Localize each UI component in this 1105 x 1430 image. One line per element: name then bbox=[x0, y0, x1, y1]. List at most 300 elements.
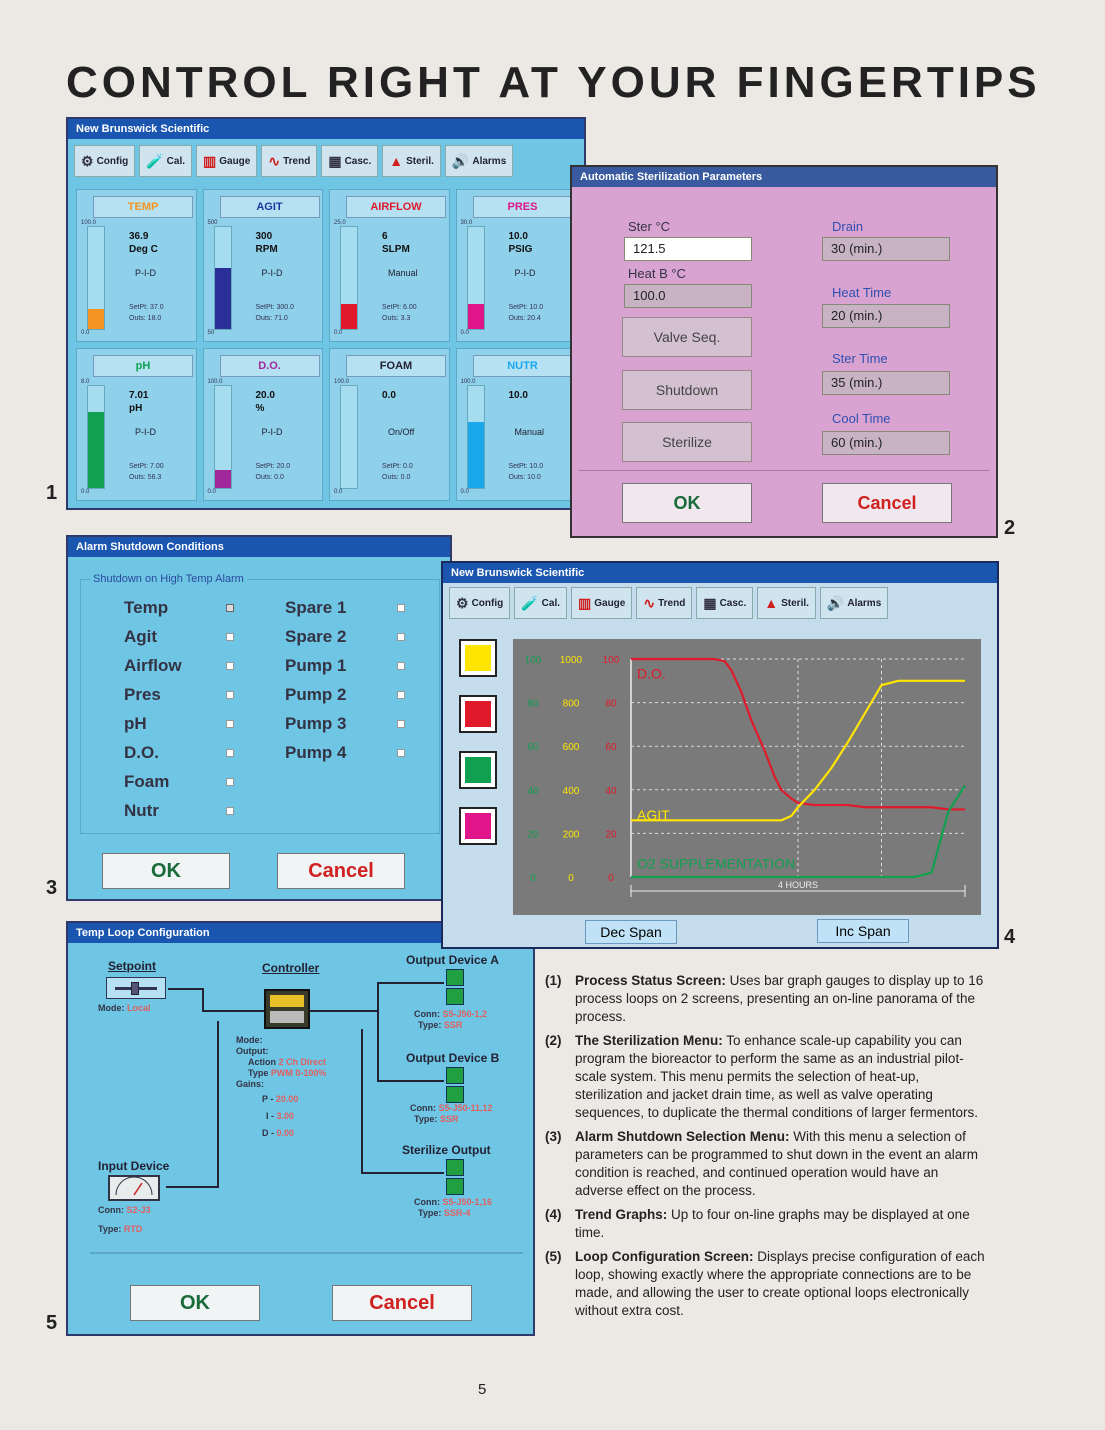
ctrl-gains-label: Gains: bbox=[236, 1079, 265, 1089]
ster-time-field[interactable]: 35 (min.) bbox=[822, 371, 950, 395]
gauge-name: TEMP bbox=[93, 196, 193, 218]
gauge-value: 36.9 bbox=[129, 231, 149, 242]
caption-item bbox=[545, 972, 985, 1026]
alarm-item bbox=[285, 593, 405, 622]
flask-icon: 🧪 bbox=[521, 594, 539, 611]
gauge-setpoint: SetPt: 10.0 bbox=[508, 304, 544, 311]
out-b-conn: S5-J50-11,12 bbox=[438, 1103, 493, 1113]
tick-label: 60 bbox=[527, 742, 539, 754]
type-label: Type: bbox=[414, 1114, 438, 1124]
alarm-checkbox[interactable] bbox=[226, 807, 234, 815]
setpoint-label: Setpoint bbox=[108, 959, 156, 973]
tick-label: 200 bbox=[562, 829, 580, 841]
alarm-checkbox[interactable] bbox=[397, 720, 405, 728]
gauge-setpoint: SetPt: 300.0 bbox=[255, 304, 295, 311]
trend-chart bbox=[513, 639, 981, 915]
gauge-mode: P-I-D bbox=[261, 268, 283, 278]
sterilize-button[interactable]: Sterilize bbox=[622, 422, 752, 462]
output-b-label: Output Device B bbox=[406, 1051, 500, 1065]
alarm-item-label: Foam bbox=[124, 771, 170, 791]
alarm-list-left bbox=[124, 593, 234, 825]
toolbar-label: Alarms bbox=[472, 155, 507, 167]
gauge-setpoint: SetPt: 20.0 bbox=[255, 463, 291, 470]
toolbar-label: Gauge bbox=[594, 597, 626, 609]
sterilization-parameters-screen bbox=[570, 165, 998, 538]
toolbar-trend-button[interactable] bbox=[261, 145, 317, 177]
page-title: CONTROL RIGHT AT YOUR FINGERTIPS bbox=[66, 58, 1041, 107]
gauge-grid bbox=[68, 183, 584, 507]
gauge-mode: P-I-D bbox=[135, 427, 156, 437]
caption-heading: Loop Configuration Screen: bbox=[575, 1249, 754, 1264]
window-title: New Brunswick Scientific bbox=[443, 563, 997, 583]
ctrl-output-label: Output: bbox=[236, 1046, 269, 1056]
gauge-output: Outs: 10.0 bbox=[508, 474, 541, 481]
speaker-icon: 🔊 bbox=[451, 152, 470, 169]
alarm-item-label: Temp bbox=[124, 597, 169, 617]
caption-heading: The Sterilization Menu: bbox=[575, 1033, 723, 1048]
caption-body: With this menu a selection of parameters can be programmed to shut down in the event an alarm condition is reached, and continued operation would have an adverse effect on the process. bbox=[575, 1129, 978, 1198]
alarm-item-label: Pump 3 bbox=[285, 713, 347, 733]
gauge-unit: PSIG bbox=[508, 244, 533, 255]
gauge-max: 25.0 bbox=[334, 220, 346, 226]
gauge-setpoint: SetPt: 10.0 bbox=[508, 463, 544, 470]
toolbar-label: Cal. bbox=[541, 597, 560, 609]
out-a-type: SSR bbox=[443, 1020, 463, 1030]
p-label: P - bbox=[262, 1094, 274, 1104]
ster-type: SSR-4 bbox=[443, 1208, 471, 1218]
gauge-name: D.O. bbox=[220, 355, 320, 377]
gauge-min: 0.0 bbox=[460, 330, 469, 336]
ster-temp-label: Ster °C bbox=[628, 219, 671, 234]
gauge-output: Outs: 18.0 bbox=[129, 315, 162, 322]
gauge-bar bbox=[214, 226, 232, 330]
ster-time-label: Ster Time bbox=[832, 351, 888, 366]
tick-label: 100 bbox=[602, 655, 620, 666]
ctrl-type-value: PWM 0-100% bbox=[270, 1068, 327, 1078]
gauge-output: Outs: 0.0 bbox=[255, 474, 284, 481]
toolbar-label: Config bbox=[471, 597, 504, 609]
window-title: New Brunswick Scientific bbox=[68, 119, 584, 139]
slider-thumb-icon[interactable] bbox=[131, 982, 139, 995]
tick-label: 80 bbox=[527, 698, 539, 710]
gauge-max: 100.0 bbox=[334, 379, 350, 385]
gauge-unit: Deg C bbox=[129, 244, 158, 255]
caption-item bbox=[545, 1032, 985, 1122]
meter-icon[interactable] bbox=[108, 1175, 160, 1201]
process-status-screen bbox=[66, 117, 586, 510]
ster-temp-field[interactable]: 121.5 bbox=[624, 237, 752, 261]
toolbar-label: Steril. bbox=[406, 155, 434, 167]
conn-label: Conn: bbox=[414, 1009, 440, 1019]
tick-label: 400 bbox=[562, 785, 580, 797]
caption-item bbox=[545, 1248, 985, 1320]
gauge-bar bbox=[87, 226, 105, 330]
gauge-mode: P-I-D bbox=[261, 427, 283, 437]
cancel-button[interactable]: Cancel bbox=[277, 853, 405, 889]
trend-color-swatch[interactable] bbox=[459, 807, 497, 845]
series-label: O2 SUPPLEMENTATION bbox=[637, 855, 796, 872]
ctrl-action-value: 2 Ch Direct bbox=[278, 1057, 327, 1067]
alarm-item bbox=[285, 651, 405, 680]
shutdown-button[interactable]: Shutdown bbox=[622, 370, 752, 410]
gauge-max: 100.0 bbox=[207, 379, 223, 385]
gauge-value: 20.0 bbox=[255, 390, 275, 401]
toolbar-gauge-button[interactable] bbox=[571, 587, 632, 619]
page-number: 5 bbox=[478, 1381, 487, 1398]
alarm-checkbox[interactable] bbox=[226, 633, 234, 641]
trend-plot bbox=[513, 639, 981, 915]
caption-body: Up to four on-line graphs may be displayed at one time. bbox=[575, 1207, 970, 1240]
alarm-item bbox=[285, 680, 405, 709]
caption-list bbox=[545, 972, 985, 1326]
gauge-min: 0.0 bbox=[460, 489, 469, 495]
config-icon: ⚙ bbox=[81, 152, 94, 169]
alarm-shutdown-screen bbox=[66, 535, 452, 901]
gauge-mode: P-I-D bbox=[514, 268, 536, 278]
alarm-checkbox[interactable] bbox=[397, 691, 405, 699]
toolbar-casc-button[interactable] bbox=[321, 145, 378, 177]
gauge-value: 6 bbox=[382, 231, 388, 242]
gauge-max: 100.0 bbox=[81, 220, 97, 226]
tick-label: 600 bbox=[562, 742, 580, 754]
tick-label: 0 bbox=[568, 873, 574, 884]
gauge-value: 0.0 bbox=[382, 390, 396, 401]
type-label: Type: bbox=[418, 1208, 442, 1218]
toolbar-cal-button[interactable] bbox=[139, 145, 192, 177]
gauge-value: 10.0 bbox=[508, 231, 528, 242]
alarm-item-label: Pump 4 bbox=[285, 742, 347, 762]
toolbar bbox=[68, 139, 584, 183]
alarm-item-label: Agit bbox=[124, 626, 158, 646]
gauge-name: pH bbox=[93, 355, 193, 377]
gauge-bar bbox=[467, 385, 485, 489]
type-label: Type: bbox=[98, 1224, 122, 1234]
gauge-output: Outs: 20.4 bbox=[508, 315, 541, 322]
toolbar-label: Alarms bbox=[847, 597, 882, 609]
gauge-name: FOAM bbox=[346, 355, 446, 377]
caption-number: (5) bbox=[545, 1249, 562, 1264]
gauge-setpoint: SetPt: 7.00 bbox=[129, 463, 164, 470]
gauge-card[interactable] bbox=[76, 189, 197, 342]
toolbar-label: Casc. bbox=[719, 597, 747, 609]
toolbar-gauge-button[interactable] bbox=[196, 145, 257, 177]
toolbar-cal-button[interactable] bbox=[514, 587, 567, 619]
toolbar-alarms-button[interactable] bbox=[445, 145, 513, 177]
toolbar-label: Config bbox=[96, 155, 129, 167]
alarm-checkbox[interactable] bbox=[397, 662, 405, 670]
gauge-output: Outs: 0.0 bbox=[382, 474, 411, 481]
alarm-checkbox[interactable] bbox=[397, 749, 405, 757]
gauge-bar bbox=[340, 385, 358, 489]
gauge-bar bbox=[214, 385, 232, 489]
p-value: 20.00 bbox=[275, 1094, 299, 1104]
gauge-card[interactable] bbox=[456, 189, 577, 342]
alarm-item-label: Spare 2 bbox=[285, 626, 347, 646]
ster-conn: S5-J50-1,16 bbox=[442, 1197, 493, 1207]
conn-label: Conn: bbox=[414, 1197, 440, 1207]
alarm-item-label: Pump 1 bbox=[285, 655, 347, 675]
alarm-checkbox[interactable] bbox=[397, 604, 405, 612]
gauge-card[interactable] bbox=[329, 189, 450, 342]
ok-button[interactable]: OK bbox=[130, 1285, 260, 1321]
type-label: Type: bbox=[418, 1020, 442, 1030]
gauge-max: 500 bbox=[207, 220, 218, 226]
caption-heading: Alarm Shutdown Selection Menu: bbox=[575, 1129, 790, 1144]
cascade-icon: ▦ bbox=[328, 152, 342, 169]
toolbar-label: Steril. bbox=[781, 597, 809, 609]
alarm-item-label: pH bbox=[124, 713, 147, 733]
gauge-name: AIRFLOW bbox=[346, 196, 446, 218]
tick-label: 0 bbox=[608, 873, 614, 884]
caption-body: To enhance scale-up capability you can program the bioreactor to perform the same as an industrial pilot-scale system. This menu permits the selection of heat-up, sterilization and jacket drain time, as well as valve operating sequences, to duplicate the thermal conditions of larger fermentors. bbox=[575, 1033, 978, 1120]
cool-time-field[interactable]: 60 (min.) bbox=[822, 431, 950, 455]
trend-icon: ∿ bbox=[268, 152, 281, 169]
alarm-item bbox=[124, 738, 234, 767]
alarm-item-label: D.O. bbox=[124, 742, 159, 762]
alarm-list-right bbox=[285, 593, 405, 767]
caption-number: (3) bbox=[545, 1129, 562, 1144]
gauge-value: 7.01 bbox=[129, 390, 149, 401]
caption-item bbox=[545, 1206, 985, 1242]
alarm-item bbox=[124, 680, 234, 709]
series-label: D.O. bbox=[637, 665, 666, 682]
controller-icon[interactable] bbox=[264, 989, 310, 1029]
speaker-icon: 🔊 bbox=[826, 594, 845, 611]
cancel-button[interactable]: Cancel bbox=[822, 483, 952, 523]
x-axis-label: 4 HOURS bbox=[777, 880, 819, 890]
caption-number: (4) bbox=[545, 1207, 562, 1222]
trend-color-swatch[interactable] bbox=[459, 695, 497, 733]
gauge-unit: RPM bbox=[255, 244, 278, 255]
sterilize-output-label: Sterilize Output bbox=[402, 1143, 491, 1157]
heat-time-field[interactable]: 20 (min.) bbox=[822, 304, 950, 328]
gauge-card[interactable] bbox=[76, 348, 197, 501]
gauge-setpoint: SetPt: 37.0 bbox=[129, 304, 164, 311]
drain-label: Drain bbox=[832, 219, 864, 234]
output-a-icon[interactable] bbox=[446, 969, 464, 1007]
caption-heading: Trend Graphs: bbox=[575, 1207, 668, 1222]
gauge-mode: P-I-D bbox=[135, 268, 156, 278]
caption-body: Displays precise configuration of each loop, showing exactly where the appropriate connections are to be made, and allowing the user to create optional loops electronically without extra cost. bbox=[575, 1249, 985, 1318]
gauge-mode: On/Off bbox=[388, 427, 415, 437]
toolbar-config-button[interactable] bbox=[449, 587, 510, 619]
toolbar-label: Trend bbox=[658, 597, 686, 609]
drain-field[interactable]: 30 (min.) bbox=[822, 237, 950, 261]
dec-span-button[interactable]: Dec Span bbox=[585, 920, 677, 944]
controller-label: Controller bbox=[262, 961, 320, 975]
gauge-min: 0.0 bbox=[81, 330, 90, 336]
figure-label-1: 1 bbox=[46, 482, 58, 504]
output-a-label: Output Device A bbox=[406, 953, 499, 967]
heat-temp-field[interactable]: 100.0 bbox=[624, 284, 752, 308]
d-value: 0.00 bbox=[276, 1128, 295, 1138]
trend-color-swatch[interactable] bbox=[459, 751, 497, 789]
gauge-min: 0.0 bbox=[207, 489, 216, 495]
gauge-max: 30.0 bbox=[460, 220, 473, 226]
alarm-checkbox[interactable] bbox=[226, 778, 234, 786]
tick-label: 1000 bbox=[559, 655, 583, 666]
cool-time-label: Cool Time bbox=[832, 411, 891, 426]
tick-label: 40 bbox=[605, 785, 617, 797]
alarm-item bbox=[285, 622, 405, 651]
figure-label-4: 4 bbox=[1004, 926, 1016, 948]
alarm-item-label: Airflow bbox=[124, 655, 182, 675]
mode-value: Local bbox=[127, 1003, 151, 1013]
cancel-button[interactable]: Cancel bbox=[332, 1285, 472, 1321]
alarm-checkbox[interactable] bbox=[226, 749, 234, 757]
valve-seq-button[interactable]: Valve Seq. bbox=[622, 317, 752, 357]
gauge-bar bbox=[87, 385, 105, 489]
alarm-item-label: Spare 1 bbox=[285, 597, 347, 617]
alarm-checkbox[interactable] bbox=[226, 662, 234, 670]
in-type: RTD bbox=[123, 1224, 143, 1234]
tick-label: 20 bbox=[527, 829, 539, 841]
alarm-item-label: Pump 2 bbox=[285, 684, 347, 704]
gauge-bar bbox=[340, 226, 358, 330]
gauge-unit: SLPM bbox=[382, 244, 410, 255]
tick-label: 800 bbox=[562, 698, 580, 710]
gauge-bar bbox=[467, 226, 485, 330]
gauge-setpoint: SetPt: 0.0 bbox=[382, 463, 413, 470]
alarm-item bbox=[285, 709, 405, 738]
sterilize-icon: ▲ bbox=[389, 153, 404, 169]
alarm-checkbox[interactable] bbox=[226, 720, 234, 728]
ctrl-action-label: Action bbox=[248, 1057, 276, 1067]
tick-label: 100 bbox=[524, 655, 542, 666]
tick-label: 40 bbox=[527, 785, 539, 797]
out-a-conn: S5-J50-1,2 bbox=[442, 1009, 488, 1019]
caption-item bbox=[545, 1128, 985, 1200]
gauge-name: NUTR bbox=[473, 355, 573, 377]
alarm-item-label: Nutr bbox=[124, 800, 159, 820]
series-label: AGIT bbox=[637, 806, 670, 823]
alarm-item bbox=[285, 738, 405, 767]
heat-temp-label: Heat B °C bbox=[628, 266, 686, 281]
conn-label: Conn: bbox=[410, 1103, 436, 1113]
trend-color-swatch[interactable] bbox=[459, 639, 497, 677]
conn-label: Conn: bbox=[98, 1205, 124, 1215]
gauge-min: 0.0 bbox=[334, 330, 343, 336]
ctrl-type-label: Type bbox=[248, 1068, 269, 1078]
sterilize-icon: ▲ bbox=[764, 595, 779, 611]
bar-gauge-icon: ▥ bbox=[578, 594, 592, 611]
gauge-output: Outs: 56.3 bbox=[129, 474, 162, 481]
window-title: Alarm Shutdown Conditions bbox=[68, 537, 450, 557]
gauge-output: Outs: 71.0 bbox=[255, 315, 288, 322]
loop-config-screen bbox=[66, 921, 535, 1336]
alarm-item bbox=[124, 651, 234, 680]
gauge-value: 10.0 bbox=[508, 390, 528, 401]
toolbar-label: Trend bbox=[283, 155, 311, 167]
caption-number: (2) bbox=[545, 1033, 562, 1048]
tick-label: 20 bbox=[605, 829, 617, 841]
trend-swatches bbox=[459, 639, 497, 863]
gauge-output: Outs: 3.3 bbox=[382, 315, 411, 322]
group-label: Shutdown on High Temp Alarm bbox=[90, 573, 247, 585]
toolbar-label: Cal. bbox=[166, 155, 185, 167]
flask-icon: 🧪 bbox=[146, 152, 164, 169]
gauge-name: PRES bbox=[473, 196, 573, 218]
sterilize-output-icon[interactable] bbox=[446, 1159, 464, 1197]
alarm-item bbox=[124, 593, 234, 622]
tick-label: 60 bbox=[605, 742, 617, 754]
bar-gauge-icon: ▥ bbox=[203, 152, 217, 169]
gauge-unit: % bbox=[255, 403, 265, 414]
toolbar-steril-button[interactable] bbox=[757, 587, 816, 619]
alarm-item-label: Pres bbox=[124, 684, 161, 704]
figure-label-5: 5 bbox=[46, 1312, 58, 1334]
gauge-min: 0.0 bbox=[334, 489, 343, 495]
heat-time-label: Heat Time bbox=[832, 285, 892, 300]
toolbar-casc-button[interactable] bbox=[696, 587, 753, 619]
alarm-item bbox=[124, 709, 234, 738]
gauge-card[interactable] bbox=[329, 348, 450, 501]
toolbar bbox=[443, 583, 997, 623]
gauge-card[interactable] bbox=[456, 348, 577, 501]
config-icon: ⚙ bbox=[456, 594, 469, 611]
i-value: 3.00 bbox=[276, 1111, 295, 1121]
tick-label: 80 bbox=[605, 698, 617, 710]
alarm-checkbox[interactable] bbox=[397, 633, 405, 641]
gauge-min: 50 bbox=[207, 330, 215, 336]
alarm-item bbox=[124, 796, 234, 825]
input-device-label: Input Device bbox=[98, 1159, 170, 1173]
gauge-card[interactable] bbox=[203, 348, 324, 501]
toolbar-alarms-button[interactable] bbox=[820, 587, 888, 619]
alarm-item bbox=[124, 622, 234, 651]
gauge-min: 0.0 bbox=[81, 489, 90, 495]
figure-label-2: 2 bbox=[1004, 517, 1016, 539]
i-label: I - bbox=[266, 1111, 274, 1121]
toolbar-config-button[interactable] bbox=[74, 145, 135, 177]
ok-button[interactable]: OK bbox=[622, 483, 752, 523]
toolbar-trend-button[interactable] bbox=[636, 587, 692, 619]
caption-body: Uses bar graph gauges to display up to 16 process loops on 2 screens, presenting an on-line panorama of the process. bbox=[575, 973, 984, 1024]
gauge-setpoint: SetPt: 6.00 bbox=[382, 304, 417, 311]
figure-label-3: 3 bbox=[46, 877, 58, 899]
in-conn: S2-J3 bbox=[126, 1205, 151, 1215]
caption-number: (1) bbox=[545, 973, 562, 988]
setpoint-slider[interactable] bbox=[106, 977, 166, 999]
alarm-item bbox=[124, 767, 234, 796]
gauge-max: 8.0 bbox=[81, 379, 90, 385]
d-label: D - bbox=[262, 1128, 274, 1138]
inc-span-button[interactable]: Inc Span bbox=[817, 919, 909, 943]
gauge-card[interactable] bbox=[203, 189, 324, 342]
alarm-checkbox[interactable] bbox=[226, 691, 234, 699]
gauge-name: AGIT bbox=[220, 196, 320, 218]
trend-icon: ∿ bbox=[643, 594, 656, 611]
trend-graph-screen bbox=[441, 561, 999, 949]
cascade-icon: ▦ bbox=[703, 594, 717, 611]
gauge-value: 300 bbox=[255, 231, 273, 242]
window-title: Automatic Sterilization Parameters bbox=[572, 167, 996, 187]
gauge-max: 100.0 bbox=[460, 379, 476, 385]
gauge-mode: Manual bbox=[514, 427, 545, 437]
toolbar-steril-button[interactable] bbox=[382, 145, 441, 177]
window-title: Temp Loop Configuration bbox=[68, 923, 533, 943]
toolbar-label: Gauge bbox=[219, 155, 251, 167]
caption-heading: Process Status Screen: bbox=[575, 973, 726, 988]
gauge-mode: Manual bbox=[388, 268, 418, 278]
toolbar-label: Casc. bbox=[344, 155, 372, 167]
alarm-checkbox[interactable] bbox=[226, 604, 234, 612]
output-b-icon[interactable] bbox=[446, 1067, 464, 1105]
gauge-unit: pH bbox=[129, 403, 143, 414]
mode-label: Mode: bbox=[98, 1003, 125, 1013]
ok-button[interactable]: OK bbox=[102, 853, 230, 889]
out-b-type: SSR bbox=[439, 1114, 459, 1124]
